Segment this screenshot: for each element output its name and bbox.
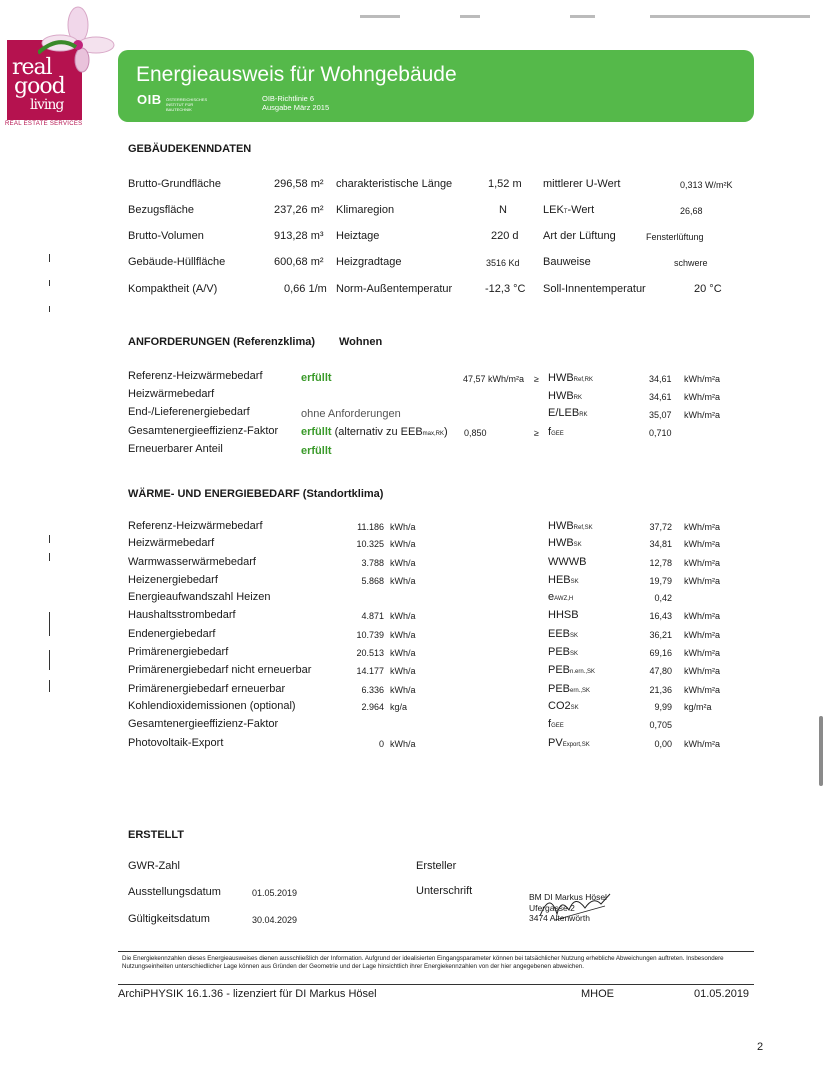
- waerme-unit-per-m2: kg/m²a: [684, 702, 712, 712]
- waerme-symbol: WWWB: [548, 556, 587, 568]
- footer-code: MHOE: [581, 988, 614, 1000]
- gebaeude-label: mittlerer U-Wert: [543, 178, 621, 190]
- waerme-symbol: HWBSK: [548, 537, 582, 549]
- waerme-unit-per-m2: kWh/m²a: [684, 666, 720, 676]
- gwr-label: GWR-Zahl: [128, 860, 180, 872]
- waerme-unit: kWh/a: [390, 739, 416, 749]
- gebaeude-value: 0,313 W/m²K: [680, 180, 733, 190]
- ausstellungsdatum-label: Ausstellungsdatum: [128, 886, 221, 898]
- section-subtitle-wohnen: Wohnen: [339, 336, 383, 348]
- gebaeude-value: 237,26 m²: [274, 204, 324, 216]
- logo-text-good: good: [14, 74, 65, 99]
- waerme-unit-per-m2: kWh/m²a: [684, 611, 720, 621]
- anf-symbol-value: 34,61: [649, 374, 672, 384]
- waerme-unit-per-m2: kWh/m²a: [684, 522, 720, 532]
- margin-mark: [49, 306, 50, 312]
- gebaeude-value: schwere: [674, 258, 708, 268]
- waerme-label: Photovoltaik-Export: [128, 737, 224, 749]
- waerme-symbol: EEBSK: [548, 628, 579, 640]
- guideline-line1: OIB-Richtlinie 6: [262, 94, 315, 103]
- waerme-unit-per-m2: kWh/m²a: [684, 558, 720, 568]
- scan-artifact: [460, 15, 480, 18]
- waerme-value: 5.868: [361, 576, 384, 586]
- anf-unit: kWh/m²a: [684, 374, 720, 384]
- disclaimer-text: Die Energiekennzahlen dieses Energieausweises dienen ausschließlich der Information. Aufgrund der idealisierten Eingangsparameter können bei tatsächlicher Nutzung erhebliche Abweichungen auftreten. Insbesondere Nutzungseinheiten unterschiedlicher Lage können aus Gründen der Geometrie und der Lage hinsichtlich ihrer Energiekennzahlen von der hier angegebenen abweichen.: [122, 955, 724, 970]
- waerme-label: Gesamtenergieeffizienz-Faktor: [128, 718, 279, 730]
- gebaeude-label: Bezugsfläche: [128, 204, 195, 216]
- waerme-value: 11.186: [357, 522, 384, 532]
- waerme-unit-per-m2: kWh/m²a: [684, 630, 720, 640]
- gebaeude-value: 600,68 m²: [274, 256, 324, 268]
- anf-label: Gesamtenergieeffizienz-Faktor: [128, 425, 279, 437]
- anf-symbol: HWBRK: [548, 390, 583, 402]
- waerme-symbol-value: 0,00: [654, 739, 672, 749]
- anf-symbol-value: 35,07: [649, 410, 672, 420]
- section-title-erstellt: ERSTELLT: [128, 829, 185, 841]
- waerme-unit-per-m2: kWh/m²a: [684, 539, 720, 549]
- gebaeude-value: 913,28 m³: [274, 230, 324, 242]
- guideline-line2: Ausgabe März 2015: [262, 103, 330, 112]
- anf-operator: ≥: [534, 374, 539, 384]
- waerme-symbol: PEBn.ern.,SK: [548, 664, 596, 676]
- anf-operator: ≥: [534, 428, 539, 438]
- guideline-info: [262, 94, 329, 112]
- gebaeude-value: 26,68: [680, 206, 703, 216]
- gebaeude-label: Norm-Außentemperatur: [336, 283, 453, 295]
- gueltigkeitsdatum-value: 30.04.2029: [252, 915, 298, 925]
- gebaeude-label: Heizgradtage: [336, 256, 402, 268]
- stamp-street: Ufergasse 2: [529, 902, 575, 913]
- logo-tagline: REAL ESTATE SERVICES: [5, 121, 83, 127]
- scan-artifact: [570, 15, 595, 18]
- gebaeude-label: Klimaregion: [336, 204, 395, 216]
- scan-artifact: [360, 15, 400, 18]
- footer-divider: [118, 984, 754, 985]
- waerme-label: Heizenergiebedarf: [128, 574, 218, 586]
- gebaeude-value: N: [499, 204, 507, 216]
- waerme-label: Kohlendioxidemissionen (optional): [128, 700, 296, 712]
- gebaeude-label: Heiztage: [336, 230, 380, 242]
- disclaimer-divider: [118, 951, 754, 952]
- waerme-symbol-value: 34,81: [649, 539, 672, 549]
- waerme-symbol-value: 21,36: [649, 685, 672, 695]
- waerme-symbol: CO2SK: [548, 700, 579, 712]
- header-banner: [118, 50, 754, 122]
- waerme-symbol-value: 9,99: [654, 702, 672, 712]
- waerme-unit: kWh/a: [390, 630, 416, 640]
- waerme-unit: kWh/a: [390, 685, 416, 695]
- waerme-symbol-value: 69,16: [649, 648, 672, 658]
- waerme-label: Primärenergiebedarf erneuerbar: [128, 683, 286, 695]
- anf-status-with-note: erfüllt (alternativ zu EEBmax,RK): [301, 426, 448, 438]
- gebaeude-value: -12,3 °C: [485, 283, 526, 295]
- waerme-value: 10.739: [356, 630, 384, 640]
- anf-status: erfüllt: [301, 372, 332, 384]
- gebaeude-value: 0,66 1/m: [284, 283, 327, 295]
- oib-institute-name: ÖSTERREICHISCHES INSTITUT FÜR BAUTECHNIK: [166, 97, 208, 112]
- waerme-unit-per-m2: kWh/m²a: [684, 685, 720, 695]
- margin-mark: [49, 535, 50, 543]
- waerme-unit: kWh/a: [390, 648, 416, 658]
- waerme-unit: kWh/a: [390, 522, 416, 532]
- gebaeude-label: Art der Lüftung: [543, 230, 616, 242]
- stamp-name: BM DI Markus Hösel: [529, 892, 607, 902]
- waerme-label: Heizwärmebedarf: [128, 537, 215, 549]
- gebaeude-label: Bauweise: [543, 256, 591, 268]
- section-title-gebaeudekenndaten: GEBÄUDEKENNDATEN: [128, 143, 252, 155]
- waerme-label: Energieaufwandszahl Heizen: [128, 591, 271, 603]
- stamp-city: 3474 Altenwörth: [529, 913, 590, 923]
- gebaeude-label: LEKT-Wert: [543, 204, 595, 216]
- gebaeude-value: 220 d: [491, 230, 519, 242]
- gebaeude-value: Fensterlüftung: [646, 232, 704, 242]
- waerme-value: 6.336: [361, 685, 384, 695]
- waerme-value: 0: [378, 739, 384, 749]
- waerme-unit: kg/a: [390, 702, 408, 712]
- waerme-value: 4.871: [361, 611, 384, 621]
- waerme-symbol: PVExport,SK: [548, 737, 590, 749]
- scrollbar-thumb[interactable]: [819, 716, 823, 786]
- anf-label: Referenz-Heizwärmebedarf: [128, 370, 263, 382]
- waerme-unit: kWh/a: [390, 611, 416, 621]
- ersteller-label: Ersteller: [416, 860, 457, 872]
- waerme-label: Warmwasserwärmebedarf: [128, 556, 256, 568]
- anf-label: Heizwärmebedarf: [128, 388, 215, 400]
- waerme-label: Primärenergiebedarf: [128, 646, 229, 658]
- margin-mark: [49, 680, 50, 692]
- waerme-unit-per-m2: kWh/m²a: [684, 739, 720, 749]
- section-title-waerme: WÄRME- UND ENERGIEBEDARF (Standortklima): [128, 488, 384, 500]
- gebaeude-value: 1,52 m: [488, 178, 522, 190]
- waerme-label: Primärenergiebedarf nicht erneuerbar: [128, 664, 312, 676]
- waerme-symbol-value: 47,80: [649, 666, 672, 676]
- waerme-value: 2.964: [361, 702, 384, 712]
- margin-mark: [49, 612, 50, 636]
- gebaeude-value: 296,58 m²: [274, 178, 324, 190]
- waerme-symbol-value: 37,72: [649, 522, 672, 532]
- section-title-anforderungen: ANFORDERUNGEN (Referenzklima): [128, 336, 316, 348]
- waerme-symbol: HWBRef,SK: [548, 520, 593, 532]
- anf-symbol: fGEE: [548, 426, 564, 438]
- anf-symbol-value: 34,61: [649, 392, 672, 402]
- waerme-symbol: fGEE: [548, 718, 564, 730]
- unterschrift-label: Unterschrift: [416, 885, 473, 897]
- waerme-value: 3.788: [361, 558, 384, 568]
- page-number: 2: [757, 1041, 764, 1053]
- gebaeude-label: Gebäude-Hüllfläche: [128, 256, 226, 268]
- anf-label: End-/Lieferenergiebedarf: [128, 406, 250, 418]
- anf-value: 47,57 kWh/m²a: [463, 374, 525, 384]
- waerme-value: 14.177: [356, 666, 384, 676]
- waerme-unit-per-m2: kWh/m²a: [684, 576, 720, 586]
- margin-mark: [49, 553, 50, 561]
- gebaeude-label: Kompaktheit (A/V): [128, 283, 218, 295]
- waerme-unit: kWh/a: [390, 558, 416, 568]
- ausstellungsdatum-value: 01.05.2019: [252, 888, 298, 898]
- oib-logo: OIB: [137, 92, 162, 107]
- margin-mark: [49, 650, 50, 670]
- waerme-unit-per-m2: kWh/m²a: [684, 648, 720, 658]
- page-title: Energieausweis für Wohngebäude: [136, 63, 457, 86]
- gebaeude-value: 3516 Kd: [486, 258, 520, 268]
- waerme-symbol: PEBSK: [548, 646, 579, 658]
- waerme-label: Referenz-Heizwärmebedarf: [128, 520, 263, 532]
- gebaeude-value: 20 °C: [694, 283, 722, 295]
- waerme-symbol-value: 0,705: [649, 720, 672, 730]
- waerme-unit: kWh/a: [390, 539, 416, 549]
- gebaeude-label: Brutto-Volumen: [128, 230, 204, 242]
- waerme-value: 20.513: [356, 648, 384, 658]
- waerme-symbol: eAWZ,H: [548, 591, 574, 603]
- anf-symbol: E/LEBRK: [548, 407, 588, 419]
- waerme-unit: kWh/a: [390, 666, 416, 676]
- margin-mark: [49, 280, 50, 286]
- gueltigkeitsdatum-label: Gültigkeitsdatum: [128, 913, 210, 925]
- waerme-symbol-value: 19,79: [649, 576, 672, 586]
- waerme-symbol: HHSB: [548, 609, 579, 621]
- anf-symbol: HWBRef,RK: [548, 372, 594, 384]
- waerme-value: 10.325: [356, 539, 384, 549]
- anf-unit: kWh/m²a: [684, 410, 720, 420]
- waerme-symbol-value: 12,78: [649, 558, 672, 568]
- anf-status: erfüllt: [301, 445, 332, 457]
- waerme-label: Endenergiebedarf: [128, 628, 216, 640]
- waerme-unit: kWh/a: [390, 576, 416, 586]
- scan-artifact: [650, 15, 810, 18]
- gebaeude-label: charakteristische Länge: [336, 178, 453, 190]
- waerme-label: Haushaltsstrombedarf: [128, 609, 236, 621]
- anf-unit: kWh/m²a: [684, 392, 720, 402]
- waerme-symbol-value: 36,21: [649, 630, 672, 640]
- waerme-symbol: PEBern.,SK: [548, 683, 591, 695]
- waerme-symbol-value: 16,43: [649, 611, 672, 621]
- anf-label: Erneuerbarer Anteil: [128, 443, 223, 455]
- footer-date: 01.05.2019: [694, 988, 750, 1000]
- logo-text-living: living: [30, 97, 64, 113]
- logo-text-real: real: [12, 55, 52, 80]
- margin-mark: [49, 254, 50, 262]
- anf-symbol-value: 0,710: [649, 428, 672, 438]
- footer-software: ArchiPHYSIK 16.1.36 - lizenziert für DI Markus Hösel: [118, 988, 377, 1000]
- anf-value: 0,850: [464, 428, 487, 438]
- waerme-symbol: HEBSK: [548, 574, 579, 586]
- gebaeude-label: Soll-Innentemperatur: [543, 283, 646, 295]
- waerme-symbol-value: 0,42: [654, 593, 672, 603]
- handwritten-signature: [535, 886, 615, 926]
- anf-status: ohne Anforderungen: [301, 408, 401, 420]
- gebaeude-label: Brutto-Grundfläche: [128, 178, 221, 190]
